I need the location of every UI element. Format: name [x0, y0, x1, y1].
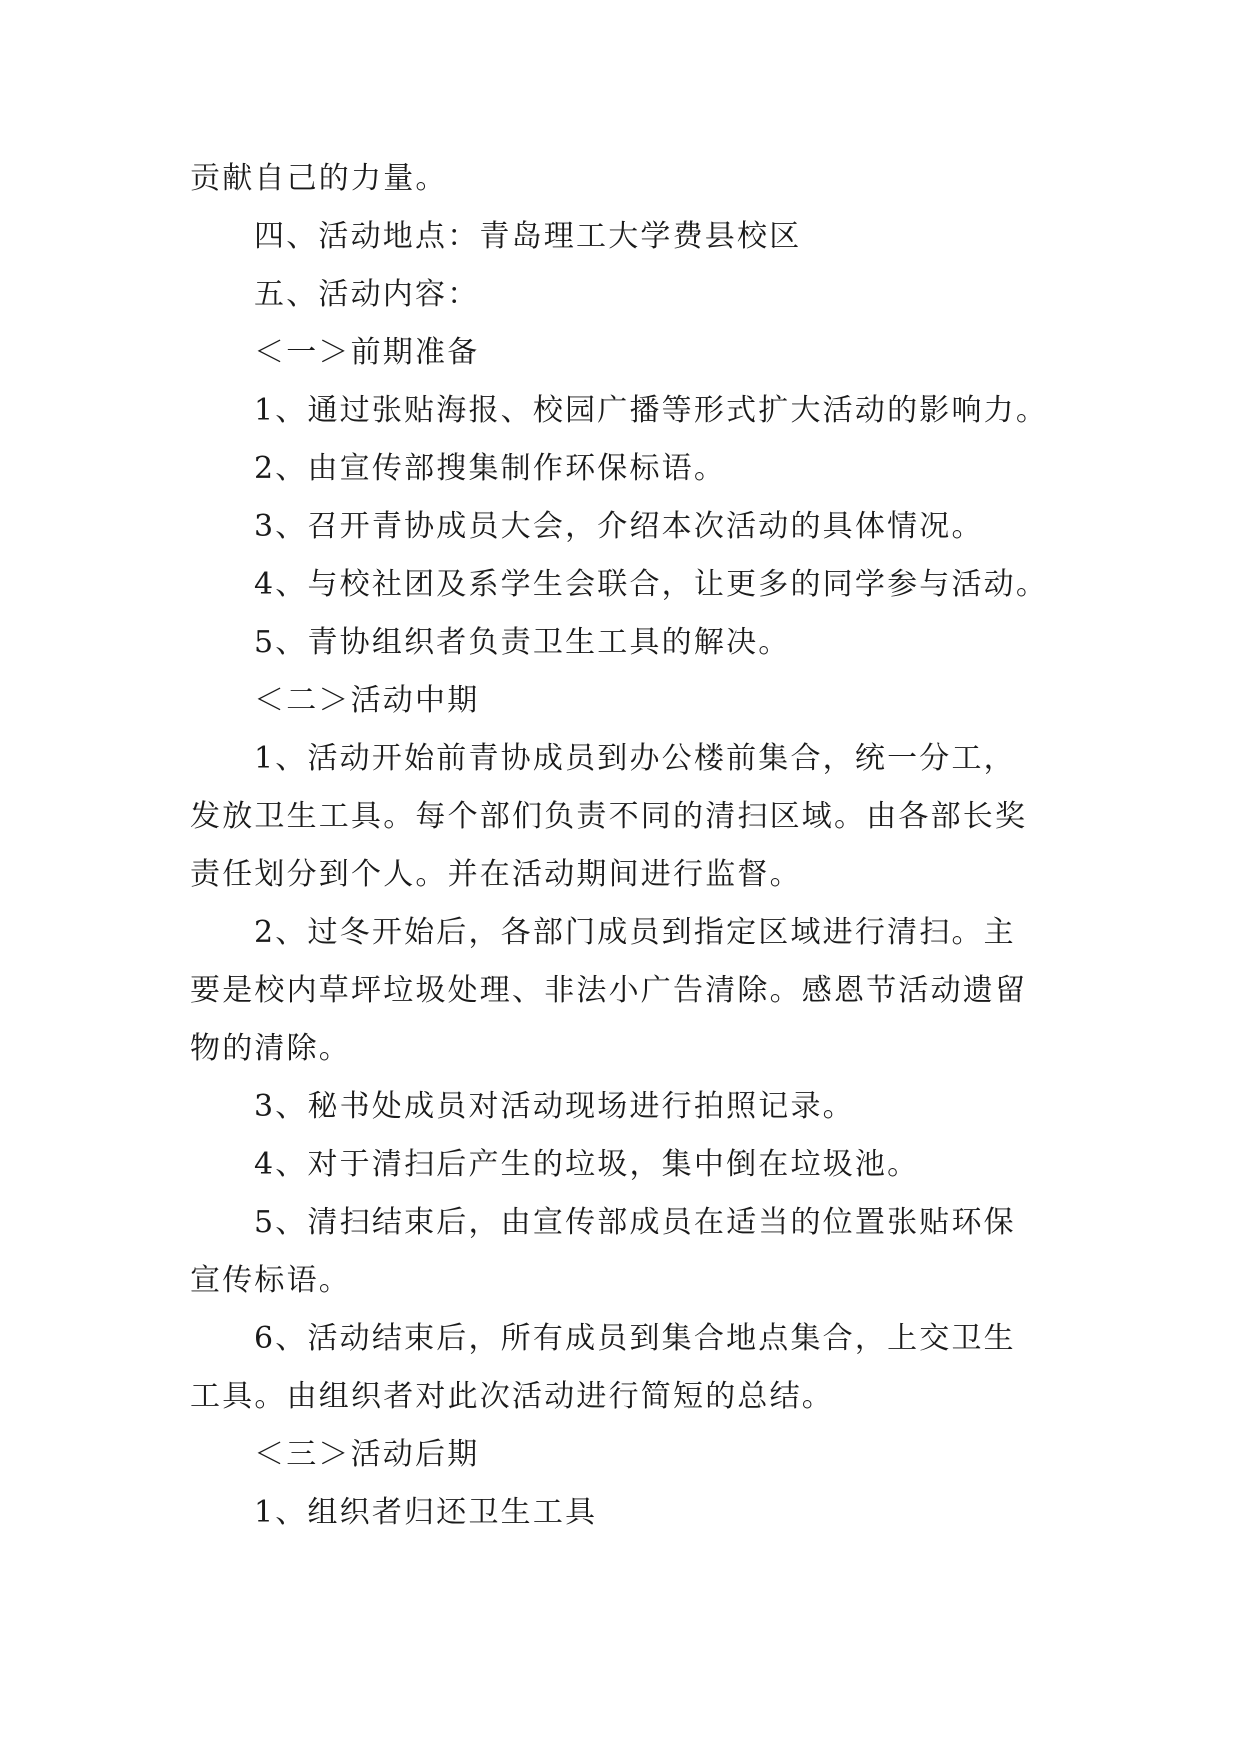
- list-item-continuation: 宣传标语。: [190, 1263, 351, 1298]
- list-item: 5、青协组织者负责卫生工具的解决。: [254, 625, 791, 660]
- list-item: 5、清扫结束后，由宣传部成员在适当的位置张贴环保: [254, 1205, 1016, 1240]
- list-item: 2、由宣传部搜集制作环保标语。: [254, 451, 727, 486]
- section-heading-location: 四、活动地点：青岛理工大学费县校区: [254, 219, 802, 254]
- list-item-continuation: 要是校内草坪垃圾处理、非法小广告清除。感恩节活动遗留: [190, 973, 1028, 1008]
- subsection-heading-middle: ＜二＞活动中期: [254, 683, 480, 718]
- list-item-continuation: 发放卫生工具。每个部们负责不同的清扫区域。由各部长奖: [190, 799, 1028, 834]
- list-item: 3、召开青协成员大会，介绍本次活动的具体情况。: [254, 509, 984, 544]
- list-item: 4、对于清扫后产生的垃圾，集中倒在垃圾池。: [254, 1147, 920, 1182]
- list-item: 1、组织者归还卫生工具: [254, 1495, 598, 1530]
- list-item-continuation: 工具。由组织者对此次活动进行简短的总结。: [190, 1379, 834, 1414]
- list-item-continuation: 责任划分到个人。并在活动期间进行监督。: [190, 857, 802, 892]
- list-item: 4、与校社团及系学生会联合，让更多的同学参与活动。: [254, 567, 1049, 602]
- document-page: [190, 150, 1070, 1542]
- list-item: 1、通过张贴海报、校园广播等形式扩大活动的影响力。: [254, 393, 1049, 428]
- subsection-heading-preparation: ＜一＞前期准备: [254, 335, 480, 370]
- list-item: 2、过冬开始后，各部门成员到指定区域进行清扫。主: [254, 915, 1016, 950]
- list-item-continuation: 物的清除。: [190, 1031, 351, 1066]
- list-item: 6、活动结束后，所有成员到集合地点集合，上交卫生: [254, 1321, 1016, 1356]
- list-item: 3、秘书处成员对活动现场进行拍照记录。: [254, 1089, 855, 1124]
- subsection-heading-late: ＜三＞活动后期: [254, 1437, 480, 1472]
- section-heading-content: 五、活动内容：: [254, 277, 480, 312]
- list-item: 1、活动开始前青协成员到办公楼前集合，统一分工，: [254, 741, 1016, 776]
- paragraph-line: 贡献自己的力量。: [190, 161, 448, 196]
